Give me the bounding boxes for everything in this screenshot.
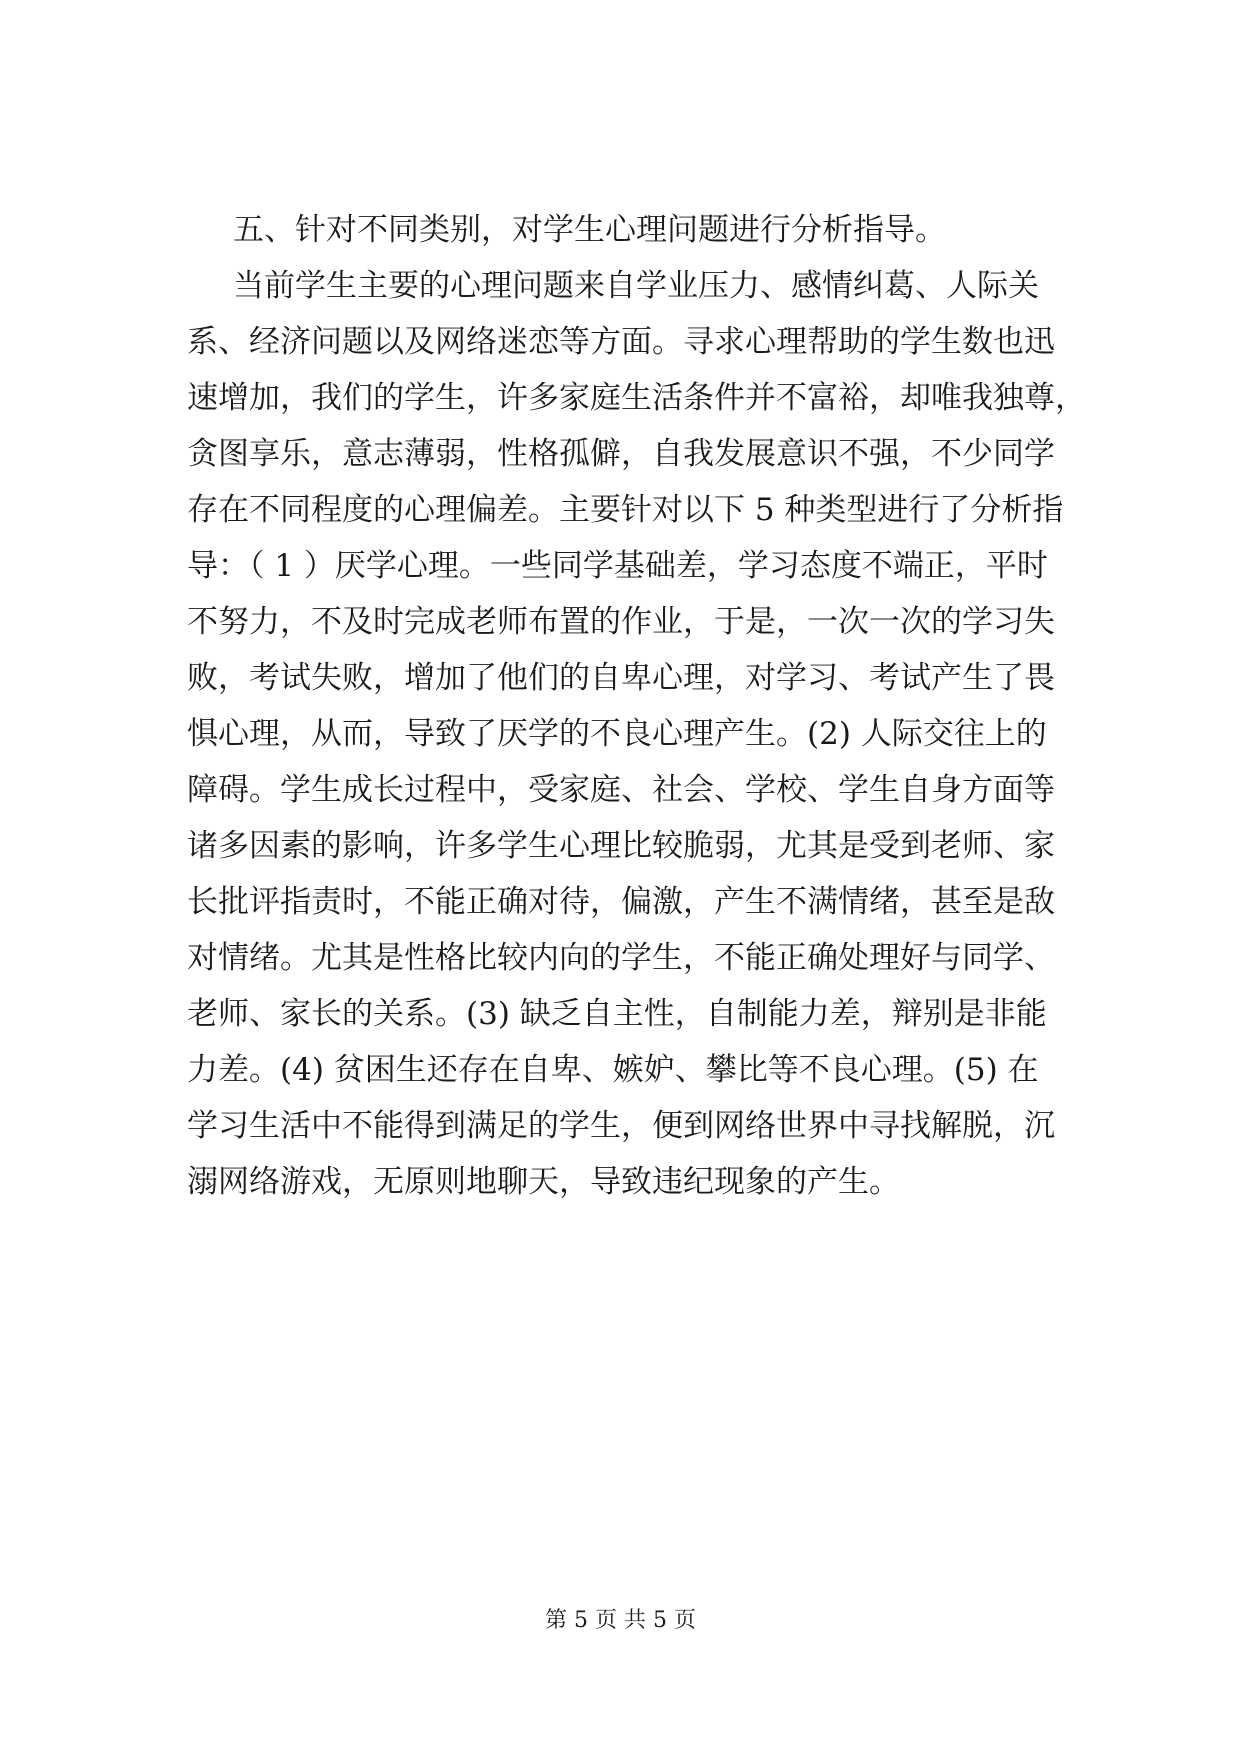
paragraph-line: 贪图享乐，意志薄弱，性格孤僻，自我发展意识不强，不少同学 (187, 436, 1055, 472)
paragraph-line: 导：（ 1 ）厌学心理。一些同学基础差，学习态度不端正，平时 (187, 548, 1048, 584)
paragraph-line: 长批评指责时，不能正确对待，偏激，产生不满情绪，甚至是敌 (187, 884, 1055, 920)
paragraph-line: 当前学生主要的心理问题来自学业压力、感情纠葛、人际关 (233, 268, 1039, 304)
paragraph-line: 惧心理，从而，导致了厌学的不良心理产生。(2) 人际交往上的 (187, 716, 1047, 752)
paragraph-line: 障碍。学生成长过程中，受家庭、社会、学校、学生自身方面等 (187, 772, 1055, 808)
paragraph-line: 溺网络游戏，无原则地聊天，导致违纪现象的产生。 (187, 1164, 900, 1200)
page-number-footer: 第 5 页 共 5 页 (545, 1608, 696, 1633)
paragraph-line: 败，考试失败，增加了他们的自卑心理，对学习、考试产生了畏 (187, 660, 1055, 696)
paragraph-line: 存在不同程度的心理偏差。主要针对以下 5 种类型进行了分析指 (187, 492, 1064, 528)
paragraph-line: 老师、家长的关系。(3) 缺乏自主性，自制能力差，辩别是非能 (187, 996, 1047, 1032)
paragraph-line: 系、经济问题以及网络迷恋等方面。寻求心理帮助的学生数也迅 (187, 324, 1055, 360)
paragraph-line: 速增加，我们的学生，许多家庭生活条件并不富裕，却唯我独尊， (187, 380, 1086, 416)
section-heading: 五、针对不同类别，对学生心理问题进行分析指导。 (233, 212, 946, 248)
paragraph-line: 学习生活中不能得到满足的学生，便到网络世界中寻找解脱，沉 (187, 1108, 1055, 1144)
paragraph-line: 力差。(4) 贫困生还存在自卑、嫉妒、攀比等不良心理。(5) 在 (187, 1052, 1039, 1088)
paragraph-line: 不努力，不及时完成老师布置的作业，于是，一次一次的学习失 (187, 604, 1055, 640)
paragraph-line: 诸多因素的影响，许多学生心理比较脆弱，尤其是受到老师、家 (187, 828, 1055, 864)
paragraph-line: 对情绪。尤其是性格比较内向的学生，不能正确处理好与同学、 (187, 940, 1055, 976)
